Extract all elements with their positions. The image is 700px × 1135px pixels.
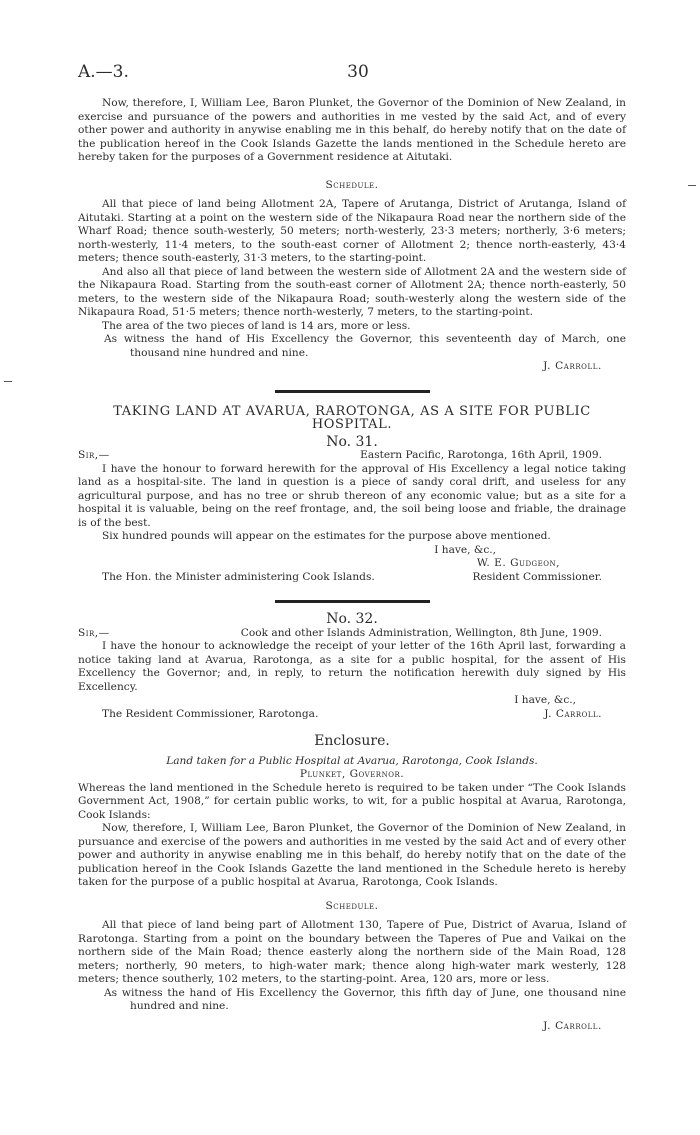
schedule-area: The area of the two pieces of land is 14 ars, more or less. — [102, 319, 411, 332]
section-title: TAKING LAND AT AVARUA, RAROTONGA, AS A SITE FOR PUBLIC HOSPITAL. — [113, 403, 591, 432]
enclosure-subtitle: Land taken for a Public Hospital at Avarua, Rarotonga, Cook Islands. — [166, 754, 538, 767]
letter-closing: I have, &c., — [514, 694, 576, 706]
signature: J. Carroll. — [543, 1019, 602, 1032]
salutation: Sir,— — [78, 626, 110, 639]
whereas-paragraph: Whereas the land mentioned in the Schedule hereto is required to be taken under “The Cook Islands Government Act, 1908,” for certain public works, to wit, for a public hospital at Avarua, Rarotonga, Cook Islands: — [78, 781, 626, 821]
letter-foot — [78, 571, 626, 585]
letter-closing: I have, &c., — [434, 543, 496, 556]
page-number: 30 — [347, 62, 369, 82]
witness-clause: As witness the hand of His Excellency the Governor, this seventeenth day of March, one thousand nine hundred and nine. — [104, 333, 626, 359]
letter-number: No. 31. — [326, 433, 378, 450]
letter-signer: J. Carroll. — [544, 707, 602, 720]
governor-line: Plunket, Governor. — [299, 768, 405, 780]
letter-foot — [78, 708, 626, 722]
document-reference: A.—3. — [78, 62, 129, 82]
letter-body: Six hundred pounds will appear on the estimates for the purpose above mentioned. — [102, 530, 551, 542]
letter-addressee: The Hon. the Minister administering Cook Islands. — [102, 570, 375, 583]
letter-body: I have the honour to forward herewith for the approval of His Excellency a legal notice taking land as a hospital-site. The land in question is a piece of sandy coral drift, and useless for any agricultural purpose, and has no tree or shrub thereon of any economic value; but as a site for a hospital it is valuable, being on the reef frontage, and, the soil being loose and friable, the drainage is of the best. — [78, 462, 626, 529]
margin-mark — [4, 381, 12, 382]
letter-signer: W. E. Gudgeon, — [476, 557, 560, 569]
section-divider — [275, 390, 430, 393]
salutation: Sir,— — [78, 449, 110, 461]
letter-number: No. 32. — [326, 611, 378, 627]
place-date: Cook and other Islands Administration, Wellington, 8th June, 1909. — [240, 626, 602, 639]
schedule-paragraph: And also all that piece of land between the western side of Allotment 2A and the western side of the Nikapaura Road. Starting from the south-east corner of Allotment 2A; thence north-easterly, 50 meters, to the western side of the Nikapaura Road; south-westerly along the western side of the Nikapaura Road, 51·5 meters; thence north-westerly, 7 meters, to the starting-point. — [78, 265, 626, 318]
schedule-heading: Schedule. — [325, 178, 379, 191]
section-divider — [275, 600, 430, 603]
schedule-heading: Schedule. — [325, 899, 379, 912]
signature: J. Carroll. — [543, 360, 602, 372]
schedule-paragraph: All that piece of land being Allotment 2A, Tapere of Arutanga, District of Arutanga, Island of Aitutaki. Starting at a point on the western side of the Nikapaura Road near the northern side of the Wharf Road; thence south-westerly, 50 meters; north-westerly, 23·3 meters; northerly, 3·6 meters; north-westerly, 11·4 meters, to the south-east corner of Allotment 2; thence north-easterly, 43·4 meters; thence south-easterly, 31·3 meters, to the starting-point. — [78, 198, 626, 264]
letter-head — [78, 627, 626, 641]
letter-addressee: The Resident Commissioner, Rarotonga. — [102, 707, 319, 720]
enclosure-heading: Enclosure. — [314, 733, 390, 749]
margin-mark — [688, 185, 696, 186]
signer-title: Resident Commissioner. — [472, 570, 602, 583]
proclamation-paragraph: Now, therefore, I, William Lee, Baron Plunket, the Governor of the Dominion of New Zealand, in exercise and pursuance of the powers and authorities in me vested by the said Act, and of every other power and authority in anywise enabling me in this behalf, do hereby notify that on the date of the publication hereof in the Cook Islands Gazette the lands mentioned in the Schedule hereto are hereby taken for the purposes of a Government residence at Aitutaki. — [78, 97, 626, 163]
letter-head — [78, 449, 626, 463]
schedule-paragraph: All that piece of land being part of Allotment 130, Tapere of Pue, District of Avarua, Island of Rarotonga. Starting from a point on the boundary between the Taperes of Pue and Vaikai on the northern side of the Main Road; thence easterly along the northern side of the Main Road, 128 meters; northerly, 90 meters, to high-water mark; thence along high-water mark westerly, 128 meters; thence southerly, 102 meters, to the starting-point. Area, 120 ars, more or less. — [78, 919, 626, 985]
letter-body: I have the honour to acknowledge the receipt of your letter of the 16th April last, forwarding a notice taking land at Avarua, Rarotonga, as a site for a public hospital, for the assent of His Excellency the Governor; and, in reply, to return the notification herewith duly signed by His Excellency. — [78, 640, 626, 693]
witness-clause: As witness the hand of His Excellency the Governor, this fifth day of June, one thousand nine hundred and nine. — [104, 986, 626, 1012]
page-header — [78, 62, 638, 86]
place-date: Eastern Pacific, Rarotonga, 16th April, 1909. — [360, 449, 602, 461]
document-body — [78, 97, 626, 1033]
proclamation-paragraph: Now, therefore, I, William Lee, Baron Plunket, the Governor of the Dominion of New Zealand, in pursuance and exercise of the powers and authorities in me vested by the said Act and of every other power and authority in anywise enabling me in this behalf, do hereby notify that on the date of the publication hereof in the Cook Islands Gazette the land mentioned in the Schedule hereto is hereby taken for the purpose of a public hospital at Avarua, Rarotonga, Cook Islands. — [78, 822, 626, 888]
